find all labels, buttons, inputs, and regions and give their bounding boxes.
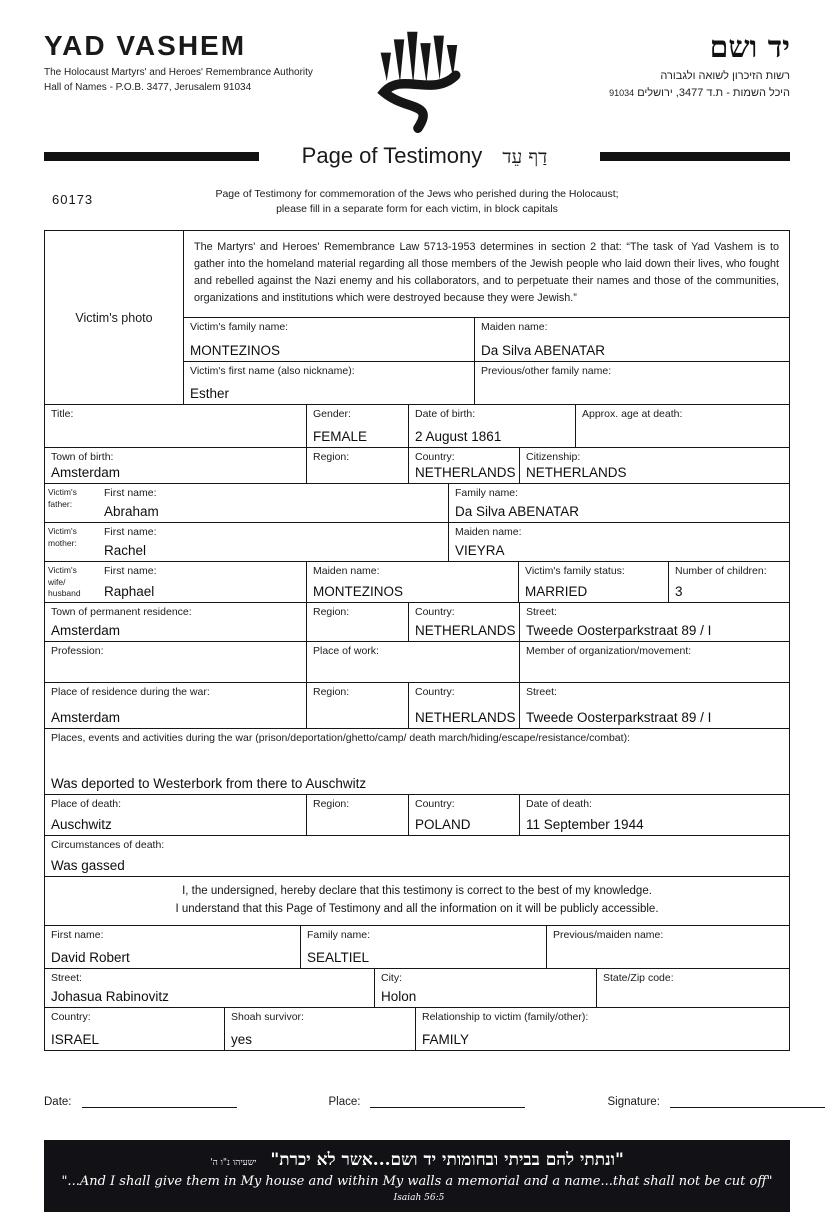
field-profession: Profession: [51, 645, 104, 658]
footer-quote-bar [44, 1140, 790, 1212]
hebrew-quote: "ונתתי להם בביתי ובחומותי יד ושם...אשר לא יכרת" ישעיהו נ"ו ה' [210, 1150, 624, 1171]
mother-row-label: Victim's mother: [48, 526, 77, 548]
declaration-text [45, 877, 789, 925]
declaration-line2: I understand that this Page of Testimony and all the information on it will be publicly accessible. [175, 903, 659, 916]
field-shoah-survivor: Shoah survivor: yes [224, 1008, 415, 1050]
row-victim-first-name [184, 361, 789, 404]
field-mother-maiden-name: Maiden name: VIEYRA [448, 523, 789, 561]
field-death-country: Country: POLAND [408, 795, 519, 835]
header [44, 30, 790, 137]
row-victim-name [184, 317, 789, 361]
field-family-name: Victim's family name: MONTEZINOS [190, 321, 289, 359]
field-submitter-first-name: First name: David Robert [51, 929, 130, 966]
field-mother-first-name: First name: Rachel [104, 526, 157, 559]
row-circumstances [45, 835, 789, 876]
place-field [329, 1095, 526, 1108]
menorah-logo-icon [367, 28, 467, 137]
org-subtitle [44, 66, 367, 95]
english-quote-source: Isaiah 56:5 [393, 1193, 445, 1204]
place-label: Place: [328, 1096, 361, 1109]
field-place-of-death: Place of death: Auschwitz [51, 798, 122, 833]
row-death [45, 794, 789, 835]
field-war-street: Street: Tweede Oosterparkstraat 89 / I [519, 683, 789, 728]
field-title: Title: [51, 408, 74, 421]
field-circumstances-of-death: Circumstances of death: Was gassed [51, 839, 165, 874]
row-submitter-country [45, 1007, 789, 1050]
signature-field [607, 1095, 824, 1108]
hebrew-org-block [467, 30, 790, 101]
field-death-region: Region: [306, 795, 408, 835]
org-block [44, 30, 367, 95]
field-date-of-birth: Date of birth: 2 August 1861 [408, 405, 575, 447]
form-number: 60173 [52, 192, 94, 207]
field-submitter-street: Street: Johasua Rabinovitz [51, 972, 169, 1005]
date-field [44, 1095, 237, 1108]
title-row [44, 143, 790, 169]
field-maiden-name: Maiden name: Da Silva ABENATAR [474, 318, 789, 361]
field-place-of-work: Place of work: [306, 642, 519, 682]
signature-row [44, 1095, 790, 1108]
field-submitter-country: Country: ISRAEL [51, 1011, 100, 1048]
org-name: YAD VASHEM [44, 30, 247, 61]
top-right-section [184, 231, 789, 404]
org-sub-line1: The Holocaust Martyrs' and Heroes' Remembrance Authority [44, 67, 313, 78]
row-father [45, 483, 789, 522]
field-family-status: Victim's family status: MARRIED [518, 562, 668, 602]
subtitle-line2: please fill in a separate form for each victim, in block capitals [276, 203, 558, 216]
row-permanent-residence [45, 602, 789, 641]
page-title-en: Page of Testimony [301, 143, 483, 168]
field-father-first-name: First name: Abraham [104, 487, 159, 520]
field-region-of-birth: Region: [306, 448, 408, 483]
field-gender: Gender: FEMALE [306, 405, 408, 447]
row-submitter-address [45, 968, 789, 1007]
org-sub-line2: Hall of Names - P.O.B. 3477, Jerusalem 91034 [44, 81, 252, 93]
row-war-residence [45, 682, 789, 728]
row-profession [45, 641, 789, 682]
row-submitter-name [45, 925, 789, 968]
subtitle-block [44, 187, 790, 217]
declaration-line1: I, the undersigned, hereby declare that this testimony is correct to the best of my knowledge. [182, 885, 652, 898]
field-organization: Member of organization/movement: [519, 642, 789, 682]
field-permanent-residence: Town of permanent residence: Amsterdam [51, 606, 192, 639]
field-war-region: Region: [306, 683, 408, 728]
page-title-he: דַף עֵד [502, 146, 548, 168]
row-war-events [45, 728, 789, 794]
signature-blank-line [670, 1095, 825, 1108]
place-blank-line [370, 1095, 525, 1108]
hebrew-sub-line1: רשות הזיכרון לשואה ולגבורה [660, 70, 790, 82]
title-bar-right [600, 152, 790, 161]
top-section [45, 231, 789, 404]
date-blank-line [82, 1095, 237, 1108]
field-spouse-maiden-name: Maiden name: MONTEZINOS [306, 562, 518, 602]
testimony-form [44, 230, 790, 1051]
row-mother [45, 522, 789, 561]
subtitle-line1: Page of Testimony for commemoration of the Jews who perished during the Holocaust; [215, 188, 619, 200]
field-date-of-death: Date of death: 11 September 1944 [519, 795, 789, 835]
signature-label: Signature: [607, 1096, 660, 1109]
field-permanent-country: Country: NETHERLANDS [408, 603, 519, 641]
hebrew-org-name: יד ושם [709, 30, 790, 65]
row-birth-place [45, 447, 789, 483]
field-father-family-name: Family name: Da Silva ABENATAR [448, 484, 789, 522]
field-age-at-death: Approx. age at death: [575, 405, 789, 447]
field-relationship: Relationship to victim (family/other): FAMILY [415, 1008, 789, 1050]
title-bar-left [44, 152, 259, 161]
hebrew-sub-line2: היכל השמות - ת.ד 3477, ירושלים 91034 [609, 86, 790, 99]
row-declaration [45, 876, 789, 925]
field-war-events: Places, events and activities during the war (prison/deportation/ghetto/camp/ death march/hiding/escape/resistance/combat): Was deported to Westerbork from there to Auschwitz [51, 732, 630, 792]
field-permanent-street: Street: Tweede Oosterparkstraat 89 / I [519, 603, 789, 641]
field-submitter-zip: State/Zip code: [596, 969, 789, 1007]
field-citizenship: Citizenship: NETHERLANDS [519, 448, 789, 483]
field-number-of-children: Number of children: 3 [668, 562, 789, 602]
spouse-row-label: Victim's wife/ husband [48, 565, 81, 599]
field-permanent-region: Region: [306, 603, 408, 641]
subtitle [44, 187, 790, 217]
row-spouse [45, 561, 789, 602]
field-war-country: Country: NETHERLANDS [408, 683, 519, 728]
field-spouse-first-name: First name: Raphael [104, 565, 157, 600]
page-title [259, 143, 600, 169]
row-title-gender-dob [45, 404, 789, 447]
field-war-residence: Place of residence during the war: Amsterdam [51, 686, 210, 726]
field-town-of-birth: Town of birth: Amsterdam [51, 451, 121, 481]
field-submitter-family-name: Family name: SEALTIEL [300, 926, 546, 968]
field-first-name: Victim's first name (also nickname): Esther [190, 365, 355, 402]
hebrew-quote-source: ישעיהו נ"ו ה' [210, 1158, 257, 1169]
father-row-label: Victim's father: [48, 487, 77, 509]
field-submitter-previous-name: Previous/maiden name: [546, 926, 789, 968]
victim-photo-placeholder: Victim's photo [45, 231, 184, 404]
hebrew-org-subtitle [467, 68, 790, 101]
date-label: Date: [44, 1096, 72, 1109]
field-previous-family-name: Previous/other family name: [474, 362, 789, 404]
page-of-testimony-document [0, 30, 834, 1211]
hebrew-zip: 91034 [609, 87, 635, 98]
field-submitter-city: City: Holon [374, 969, 596, 1007]
english-quote: "...And I shall give them in My house and within My walls a memorial and a name...that shall not be cut off" Isaiah 56:5 [61, 1174, 773, 1204]
field-country-of-birth: Country: NETHERLANDS [408, 448, 519, 483]
law-text: The Martyrs' and Heroes' Remembrance Law 5713-1953 determines in section 2 that: “The task of Yad Vashem is to gather into the homeland material regarding all those members of the Jewish people who laid down their lives, who fought and rebelled against the Nazi enemy and his collaborators, and to perpetuate their names and those of the communities, organizations and institutions which were destroyed because they were Jewish.” [194, 241, 779, 304]
